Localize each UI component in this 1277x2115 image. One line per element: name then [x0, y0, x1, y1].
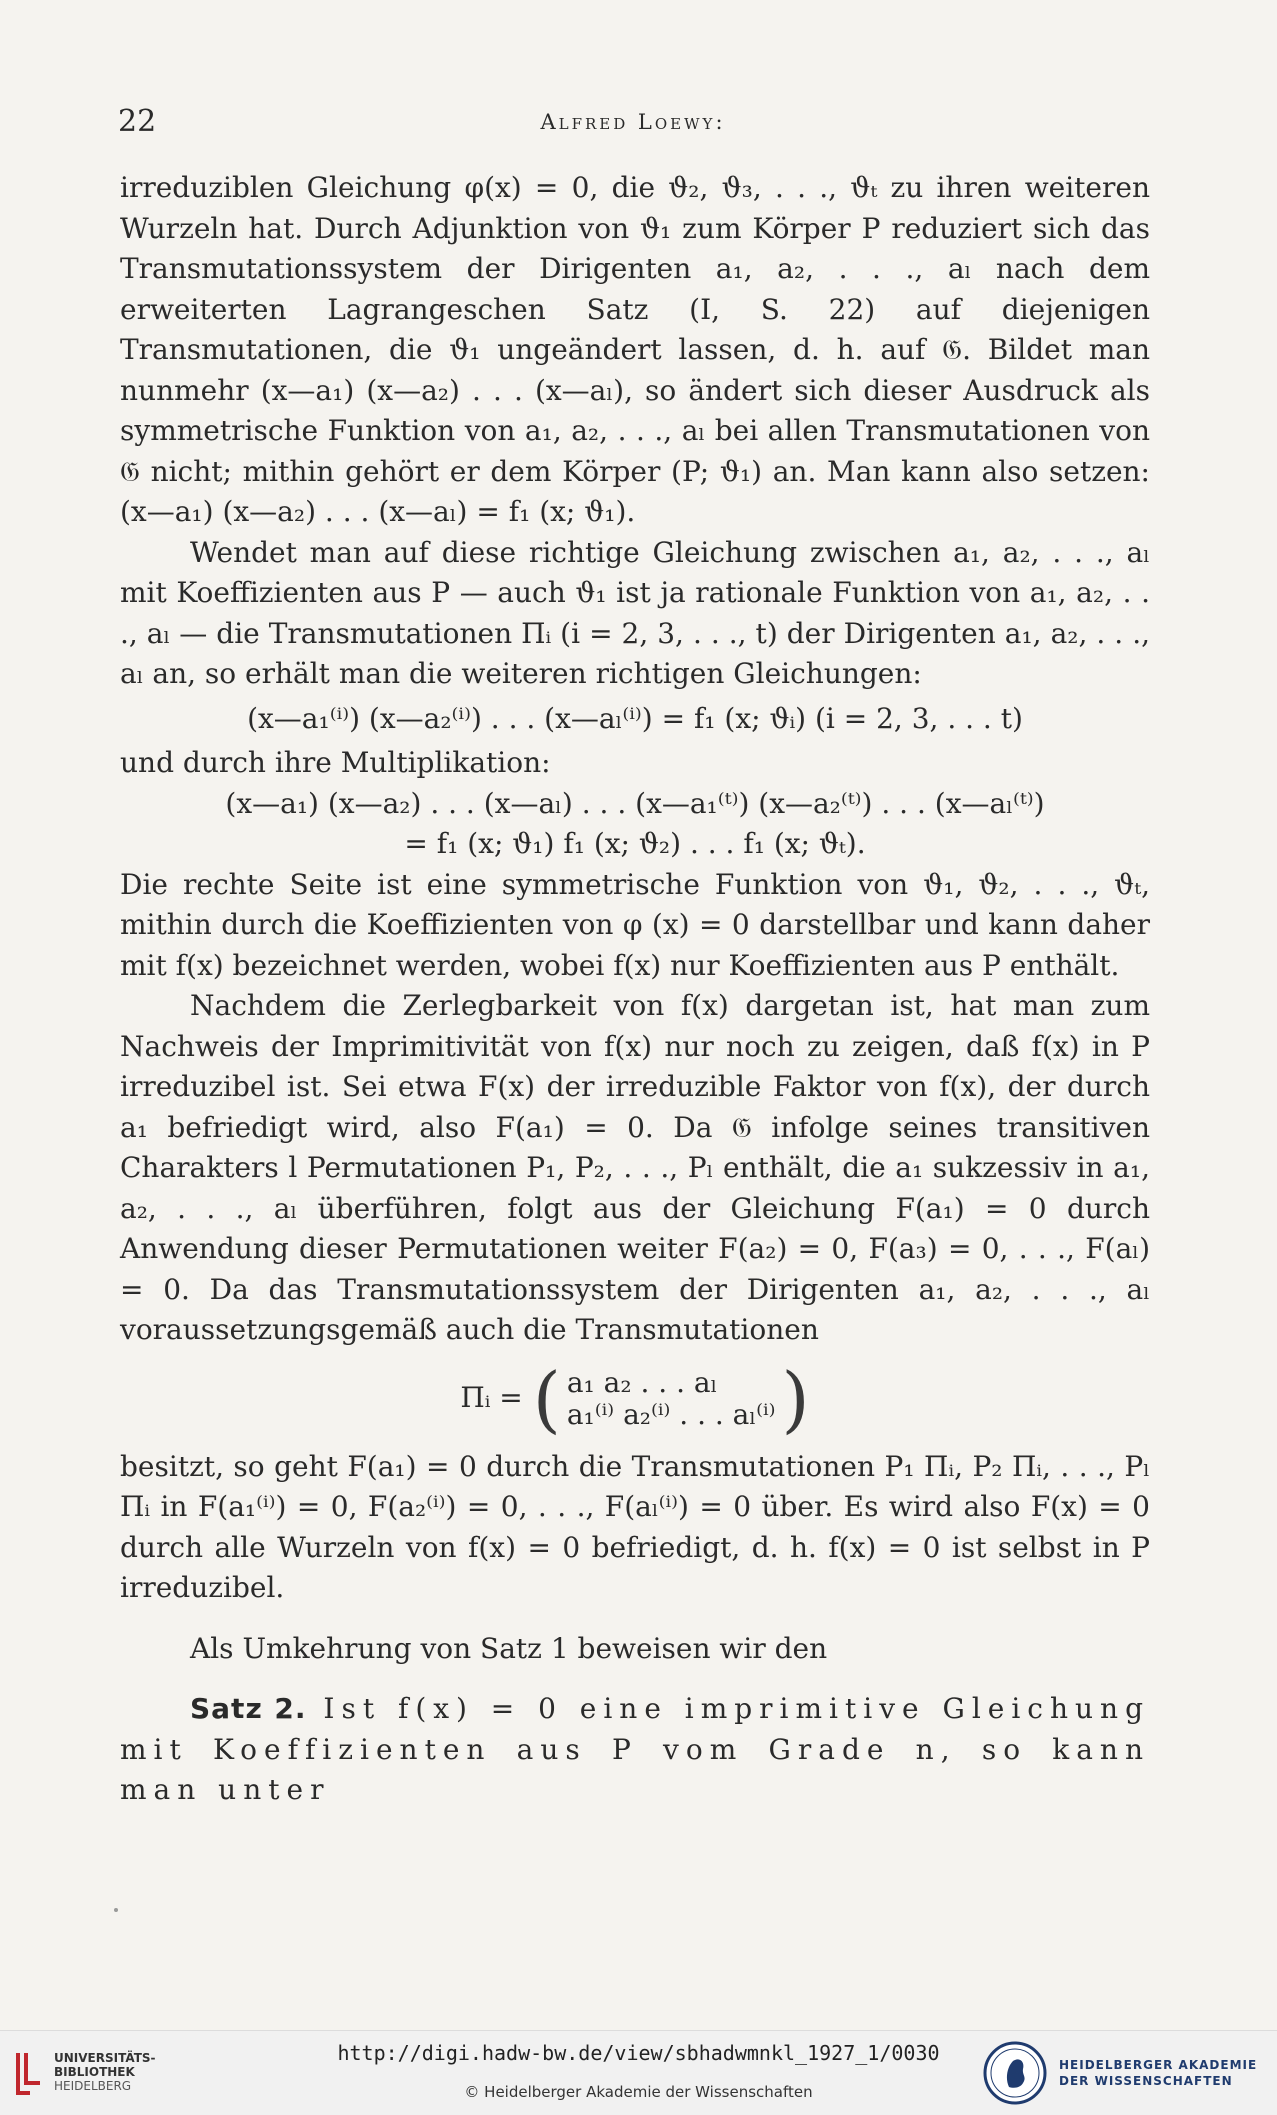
matrix-row-2: a₁⁽ⁱ⁾ a₂⁽ⁱ⁾ . . . aₗ⁽ⁱ⁾	[566, 1397, 776, 1431]
academy-seal-icon	[983, 2041, 1047, 2105]
equation-2-line-1: (x—a₁) (x—a₂) . . . (x—aₗ) . . . (x—a₁⁽ᵗ⁾) (x—a₂⁽ᵗ⁾) . . . (x—aₗ⁽ᵗ⁾)	[225, 786, 1045, 820]
paragraph-4: Die rechte Seite ist eine symmetrische Funktion von ϑ₁, ϑ₂, . . ., ϑₜ, mithin durch die Koeffizienten von φ (x) = 0 darstellbar und kann daher mit f(x) bezeichnet werden, wobei f(x) nur Koeffizienten aus P enthält.	[120, 867, 1150, 982]
matrix-rows	[561, 1367, 782, 1431]
equation-1: (x—a₁⁽ⁱ⁾) (x—a₂⁽ⁱ⁾) . . . (x—aₗ⁽ⁱ⁾) = f₁ (x; ϑᵢ) (i = 2, 3, . . . t)	[247, 701, 1023, 735]
paragraph-3: und durch ihre Multiplikation:	[120, 746, 551, 779]
permalink-url[interactable]: http://digi.hadw-bw.de/view/sbhadwmnkl_1927_1/0030	[337, 2041, 940, 2065]
matrix-row-1: a₁ a₂ . . . aₗ	[566, 1365, 718, 1399]
right-paren: )	[781, 1356, 810, 1441]
page-header	[118, 104, 1148, 144]
paragraph-2: Wendet man auf diese richtige Gleichung zwischen a₁, a₂, . . ., aₗ mit Koeffizienten aus P — auch ϑ₁ ist ja rationale Funktion von a₁, a₂, . . ., aₗ — die Transmutationen Πᵢ (i = 2, 3, . . ., t) der Dirigenten a₁, a₂, . . ., aₗ an, so erhält man die weiteren richtigen Gleichungen:	[120, 535, 1150, 690]
paragraph-6: besitzt, so geht F(a₁) = 0 durch die Transmutationen P₁ Πᵢ, P₂ Πᵢ, . . ., Pₗ Πᵢ in F(a₁⁽ⁱ⁾) = 0, F(a₂⁽ⁱ⁾) = 0, . . ., F(aₗ⁽ⁱ⁾) = 0 über. Es wird also F(x) = 0 durch alle Wurzeln von f(x) = 0 befriedigt, d. h. f(x) = 0 ist selbst in P irreduzibel.	[120, 1449, 1150, 1604]
theorem-label: Satz 2.	[190, 1692, 307, 1725]
ub-logo-text: UNIVERSITÄTS- BIBLIOTHEK HEIDELBERG	[54, 2051, 156, 2093]
transmutation-matrix	[120, 1353, 1150, 1445]
hadw-logo-text: HEIDELBERGER AKADEMIE DER WISSENSCHAFTEN	[1059, 2058, 1258, 2088]
equation-2-line-2: = f₁ (x; ϑ₁) f₁ (x; ϑ₂) . . . f₁ (x; ϑₜ).	[404, 827, 866, 860]
paragraph-5: Nachdem die Zerlegbarkeit von f(x) dargetan ist, hat man zum Nachweis der Imprimitivität von f(x) nur noch zu zeigen, daß f(x) in P irreduzibel ist. Sei etwa F(x) der irreduzible Faktor von f(x), der durch a₁ befriedigt wird, also F(a₁) = 0. Da 𝔊 infolge seines transitiven Charakters l Permutationen P₁, P₂, . . ., Pₗ enthält, die a₁ sukzessiv in a₁, a₂, . . ., aₗ überführen, folgt aus der Gleichung F(a₁) = 0 durch Anwendung dieser Permutationen weiter F(a₂) = 0, F(a₃) = 0, . . ., F(aₗ) = 0. Da das Transmutationssystem der Dirigenten a₁, a₂, . . ., aₗ voraussetzungsgemäß auch die Transmutationen	[120, 989, 1150, 1346]
speck	[114, 1908, 118, 1912]
body-text	[120, 168, 1150, 1811]
matrix-lhs: Πᵢ =	[460, 1381, 523, 1415]
paragraph-1: irreduziblen Gleichung φ(x) = 0, die ϑ₂, ϑ₃, . . ., ϑₜ zu ihren weiteren Wurzeln hat. Durch Adjunktion von ϑ₁ zum Körper P reduziert sich das Transmutationssystem der Dirigenten a₁, a₂, . . ., aₗ nach dem erweiterten Lagrangeschen Satz (I, S. 22) auf diejenigen Transmutationen, die ϑ₁ ungeändert lassen, d. h. auf 𝔊. Bildet man nunmehr (x—a₁) (x—a₂) . . . (x—aₗ), so ändert sich dieser Ausdruck als symmetrische Funktion von a₁, a₂, . . ., aₗ bei allen Transmutationen von 𝔊 nicht; mithin gehört er dem Körper (P; ϑ₁) an. Man kann also setzen: (x—a₁) (x—a₂) . . . (x—aₗ) = f₁ (x; ϑ₁).	[120, 171, 1150, 528]
hadw-logo[interactable]	[983, 2041, 1263, 2105]
copyright-notice: © Heidelberger Akademie der Wissenschaften	[464, 2083, 813, 2101]
running-head: Alfred Loewy:	[540, 110, 726, 134]
left-paren: (	[532, 1356, 561, 1441]
page-number: 22	[118, 104, 157, 139]
theorem-text: Ist f(x) = 0 eine imprimitive Gleichung mit Koeffizienten aus P vom Grade n, so kann man unter	[120, 1692, 1151, 1806]
paragraph-7: Als Umkehrung von Satz 1 beweisen wir den	[190, 1631, 828, 1665]
theorem-2	[120, 1689, 1150, 1811]
viewer-footer	[0, 2030, 1277, 2115]
